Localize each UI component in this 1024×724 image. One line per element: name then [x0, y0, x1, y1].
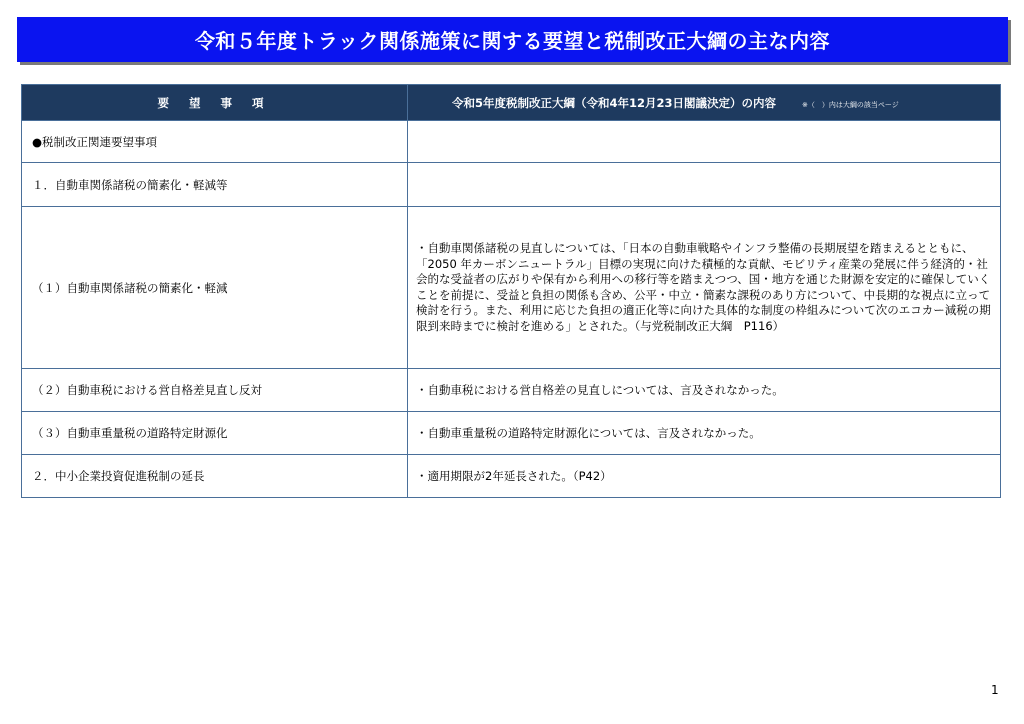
table-header-row	[22, 85, 1001, 121]
page-title: 令和５年度トラック関係施策に関する要望と税制改正大綱の主な内容	[194, 29, 831, 53]
header-note: ※（ ）内は大綱の該当ページ	[802, 100, 899, 109]
title-banner	[17, 17, 1008, 62]
header-outline-label: 令和5年度税制改正大綱（令和4年12月23日閣議決定）の内容	[452, 95, 777, 110]
outline-cell	[408, 207, 1001, 369]
table-row	[22, 121, 1001, 163]
request-cell: （３）自動車重量税の道路特定財源化	[22, 412, 408, 455]
proposal-table	[21, 84, 1001, 498]
outline-cell	[408, 121, 1001, 163]
request-cell: ●税制改正関連要望事項	[22, 121, 408, 163]
table-row	[22, 455, 1001, 498]
request-cell: ２．中小企業投資促進税制の延長	[22, 455, 408, 498]
request-cell: （２）自動車税における営自格差見直し反対	[22, 369, 408, 412]
table-row	[22, 412, 1001, 455]
page-number: 1	[991, 683, 999, 697]
outline-cell: ・自動車重量税の道路特定財源化については、言及されなかった。	[408, 412, 1001, 455]
outline-paragraph: ・自動車関係諸税の見直しについては、「日本の自動車戦略やインフラ整備の長期展望を踏まえるとともに、「2050 年カーボンニュートラル」目標の実現に向けた積極的な貢献、モビリティ産業の発展に伴う経済的・社会的な受益者の広がりや保有から利用への移行等を踏まえつつ、国・地方を通じた財源を安定的に確保していくことを前提に、受益と負担の関係も含め、公平・中立・簡素な課税のあり方について、中長期的な視点に立って検討を行う。また、利用に応じた負担の適正化等に向けた具体的な制度の枠組みについて次のエコカー減税の期限到来時までに検討を進める」とされた。（与党税制改正大綱 P116）	[416, 241, 991, 333]
header-requests: 要 望 事 項	[22, 85, 408, 121]
table-row	[22, 207, 1001, 369]
outline-cell: ・適用期限が2年延長された。（P42）	[408, 455, 1001, 498]
header-outline	[408, 85, 1001, 121]
outline-cell: ・自動車税における営自格差の見直しについては、言及されなかった。	[408, 369, 1001, 412]
request-cell: （１）自動車関係諸税の簡素化・軽減	[22, 207, 408, 369]
table-row	[22, 369, 1001, 412]
request-cell: １．自動車関係諸税の簡素化・軽減等	[22, 163, 408, 207]
outline-cell	[408, 163, 1001, 207]
table-row	[22, 163, 1001, 207]
